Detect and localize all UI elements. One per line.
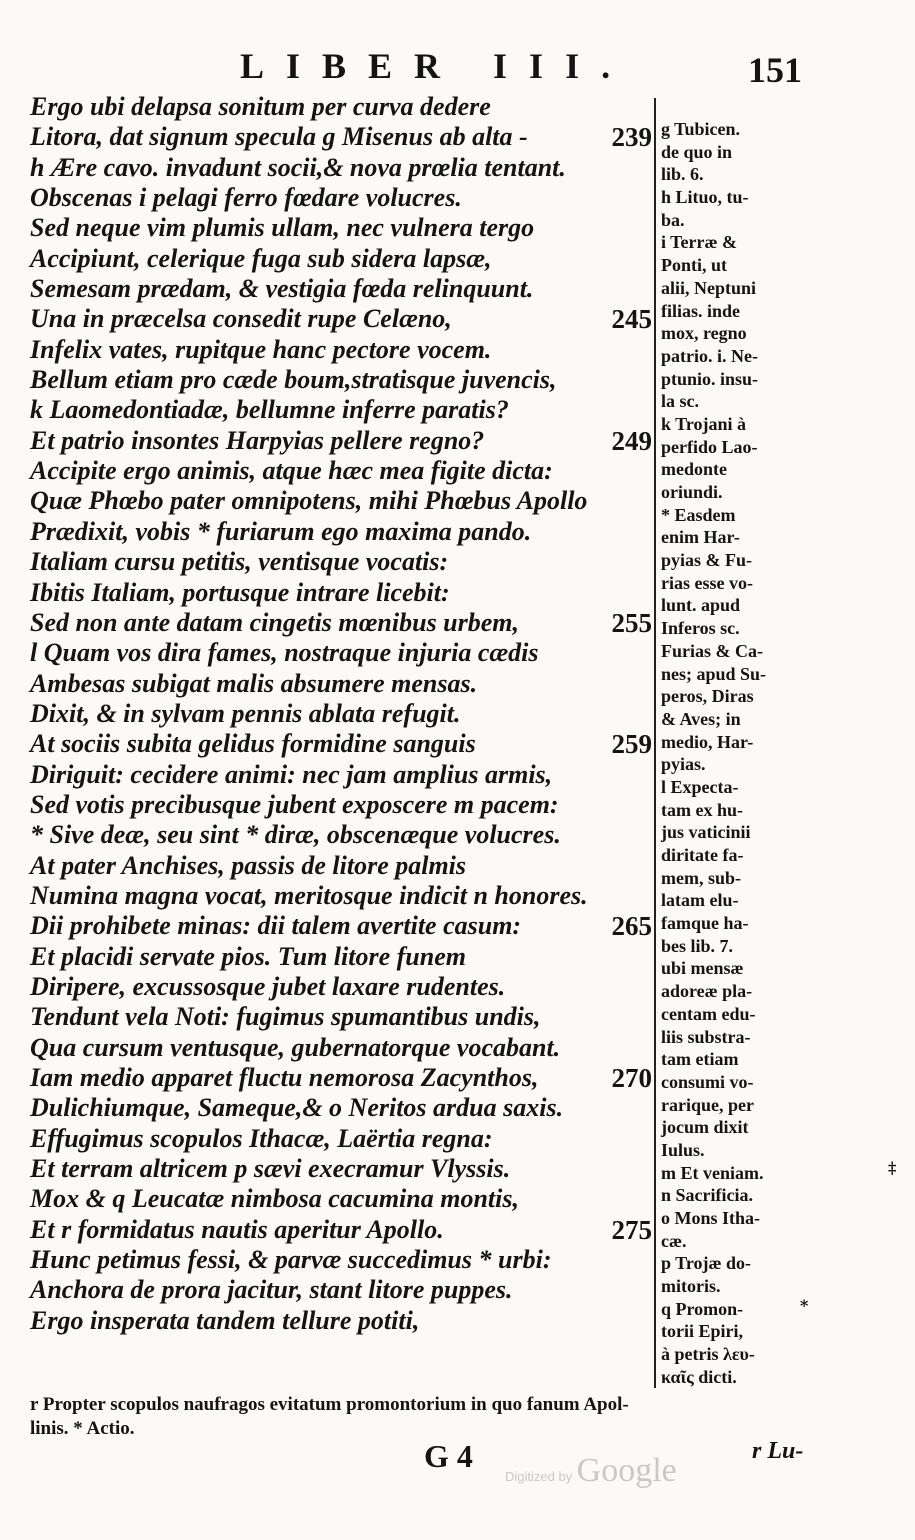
line-number: 255	[611, 607, 652, 638]
verse-text: Mox & q Leucatæ nimbosa cacumina montis,	[30, 1184, 519, 1214]
verse-text: Numina magna vocat, meritosque indicit n honores.	[30, 880, 588, 910]
verse-text: Semesam prædam, & vestigia fœda relinquunt.	[30, 274, 534, 304]
verse-text: Diriguit: cecidere animi: nec jam amplius armis,	[30, 759, 553, 789]
note-line: centam edu-	[661, 1003, 756, 1024]
note-line: mitoris.	[661, 1276, 721, 1297]
verse-text: Sed neque vim plumis ullam, nec vulnera tergo	[30, 213, 535, 243]
note-line: Ponti, ut	[661, 255, 728, 276]
verse-text: Infelix vates, rupitque hanc pectore vocem.	[30, 334, 492, 364]
line-number: 259	[611, 729, 652, 760]
note-line: la sc.	[661, 391, 699, 412]
verse-line	[30, 274, 652, 304]
note-line: n Sacrificia.	[661, 1185, 753, 1206]
line-number: 239	[611, 122, 652, 153]
note-line: q Promon-	[661, 1298, 744, 1319]
verse-text: Italiam cursu petitis, ventisque vocatis:	[30, 547, 449, 577]
verse-text: Quæ Phœbo pater omnipotens, mihi Phœbus Apollo	[30, 486, 588, 516]
verse-text: Dii prohibete minas: dii talem avertite casum:	[30, 911, 522, 941]
verse-line	[30, 820, 652, 850]
verse-line	[30, 1245, 652, 1275]
verse-text: Et terram altricem p sævi execramur Vlyssis.	[30, 1154, 511, 1184]
note-line: diritate fa-	[661, 845, 744, 865]
verse-line	[30, 1215, 652, 1245]
verse-text: Accipite ergo animis, atque hæc mea figite dicta:	[30, 456, 553, 486]
verse-text: Ergo ubi delapsa sonitum per curva dedere	[30, 92, 491, 121]
verse-line	[30, 578, 652, 608]
verse-text: Dulichiumque, Sameque,& o Neritos ardua saxis.	[30, 1093, 564, 1123]
verse-text: Accipiunt, celerique fuga sub sidera lapsæ,	[30, 243, 492, 273]
note-line: à petris λευ-	[661, 1344, 755, 1365]
verse-line	[30, 517, 652, 547]
verse-text: Dixit, & in sylvam pennis ablata refugit.	[30, 698, 461, 728]
verse-text: Sed non ante datam cingetis mœnibus urbem,	[30, 607, 520, 637]
note-line: filias. inde	[661, 300, 741, 321]
note-line: p Trojæ do-	[661, 1253, 752, 1274]
verse-column	[30, 92, 652, 1336]
verse-text: Sed votis precibusque jubent exposcere m pacem:	[30, 789, 559, 819]
note-line: Inferos sc.	[661, 618, 740, 639]
dagger-mark: ‡	[888, 1158, 897, 1177]
verse-line	[30, 881, 652, 911]
note-line: καῖς dicti.	[661, 1366, 737, 1387]
verse-line	[30, 1033, 652, 1063]
note-line: enim Har-	[661, 527, 740, 548]
verse-line	[30, 669, 652, 699]
verse-line	[30, 1093, 652, 1123]
note-line: patrio. i. Ne-	[661, 345, 758, 366]
verse-text: Diripere, excussosque jubet laxare rudentes.	[30, 971, 506, 1001]
verse-line	[30, 1306, 652, 1336]
verse-line	[30, 304, 652, 334]
verse-line	[30, 426, 652, 456]
verse-text: Ambesas subigat malis absumere mensas.	[30, 668, 478, 698]
note-line: torii Epiri,	[661, 1321, 743, 1342]
page-number: 151	[748, 50, 802, 90]
note-line: mem, sub-	[661, 867, 741, 888]
note-line: medio, Har-	[661, 731, 754, 752]
note-line: m Et veniam.	[661, 1162, 764, 1183]
note-line: oriundi.	[661, 482, 723, 502]
verse-line	[30, 183, 652, 213]
line-number: 265	[611, 911, 652, 942]
verse-text: Hunc petimus fessi, & parvæ succedimus * urbi:	[30, 1245, 552, 1275]
note-line: lunt. apud	[661, 595, 741, 616]
verse-line	[30, 1154, 652, 1184]
verse-text: Ibitis Italiam, portusque intrare licebit:	[30, 577, 450, 607]
verse-line	[30, 1063, 652, 1093]
line-number: 275	[611, 1214, 652, 1245]
verse-line	[30, 972, 652, 1002]
verse-line	[30, 92, 652, 122]
verse-line	[30, 760, 652, 790]
note-line: * Easdem	[661, 504, 736, 525]
note-line: g Tubicen.	[661, 119, 741, 139]
line-number: 249	[611, 425, 652, 456]
verse-line	[30, 699, 652, 729]
verse-line	[30, 335, 652, 365]
note-line: o Mons Itha-	[661, 1208, 761, 1228]
note-line: pyias & Fu-	[661, 550, 753, 571]
asterisk-mark: *	[800, 1296, 809, 1315]
verse-text: l Quam vos dira fames, nostraque injuria cædis	[30, 638, 539, 668]
note-line: medonte	[661, 459, 727, 480]
verse-text: Iam medio apparet fluctu nemorosa Zacynthos,	[30, 1063, 539, 1092]
verse-text: Bellum etiam pro cæde boum,stratisque juvencis,	[30, 365, 557, 395]
note-line: tam ex hu-	[661, 799, 743, 820]
verse-line	[30, 456, 652, 486]
verse-text: h Ære cavo. invadunt socii,& nova prœlia tentant.	[30, 152, 566, 182]
line-number: 245	[611, 304, 652, 335]
verse-text: Qua cursum ventusque, gubernatorque vocabant.	[30, 1032, 561, 1062]
verse-line	[30, 365, 652, 395]
digitization-watermark	[505, 1452, 677, 1490]
note-line: ubi mensæ	[661, 958, 744, 979]
verse-text: Tendunt vela Noti: fugimus spumantibus undis,	[30, 1002, 541, 1032]
verse-line	[30, 153, 652, 183]
verse-text: Obscenas i pelagi ferro fœdare volucres.	[30, 183, 462, 213]
catchword: r Lu-	[752, 1438, 804, 1464]
note-line: rarique, per	[661, 1094, 754, 1115]
verse-line	[30, 729, 652, 759]
marginal-notes-column	[661, 118, 801, 1389]
footnote	[30, 1393, 800, 1441]
verse-text: At sociis subita gelidus formidine sanguis	[30, 729, 476, 759]
watermark-small-text: Digitized by	[505, 1469, 573, 1484]
note-line: ptunio. insu-	[661, 368, 759, 389]
note-line: peros, Diras	[661, 686, 754, 707]
verse-text: Et placidi servate pios. Tum litore funem	[30, 941, 466, 971]
note-line: Iulus.	[661, 1139, 705, 1160]
verse-text: Anchora de prora jacitur, stant litore puppes.	[30, 1275, 513, 1305]
note-line: latam elu-	[661, 890, 739, 911]
note-line: i Terræ &	[661, 232, 737, 253]
note-line: pyias.	[661, 754, 706, 775]
verse-text: * Sive deæ, seu sint * diræ, obscenæque volucres.	[30, 820, 561, 850]
note-line: k Trojani à	[661, 413, 747, 434]
verse-line	[30, 851, 652, 881]
verse-text: Et patrio insontes Harpyias pellere regno?	[30, 425, 485, 455]
verse-line	[30, 244, 652, 274]
watermark-logo-text: Google	[576, 1452, 677, 1489]
verse-line	[30, 1002, 652, 1032]
verse-text: Ergo insperata tandem tellure potiti,	[30, 1305, 420, 1335]
note-line: ba.	[661, 209, 685, 230]
note-line: jus vaticinii	[661, 822, 751, 843]
running-head: LIBER III.	[240, 46, 633, 86]
verse-line	[30, 638, 652, 668]
note-line: bes lib. 7.	[661, 935, 734, 956]
signature-mark: G 4	[424, 1438, 473, 1474]
verse-line	[30, 1275, 652, 1305]
note-line: mox, regno	[661, 323, 747, 344]
note-line: tam etiam	[661, 1049, 739, 1070]
note-line: l Expecta-	[661, 776, 739, 797]
note-line: Furias & Ca-	[661, 640, 763, 661]
note-line: famque ha-	[661, 913, 749, 934]
note-line: perfido Lao-	[661, 436, 758, 457]
note-line: cæ.	[661, 1230, 687, 1251]
line-number: 270	[611, 1063, 652, 1093]
note-line: de quo in	[661, 141, 733, 162]
note-line: & Aves; in	[661, 708, 741, 729]
note-line: consumi vo-	[661, 1071, 754, 1092]
verse-text: k Laomedontiadæ, bellumne inferre paratis?	[30, 395, 509, 425]
note-line: rias esse vo-	[661, 572, 753, 593]
verse-text: Una in præcelsa consedit rupe Celæno,	[30, 304, 452, 334]
verse-line	[30, 942, 652, 972]
verse-line	[30, 608, 652, 638]
note-line: h Lituo, tu-	[661, 187, 749, 208]
column-divider	[654, 98, 656, 1388]
verse-text: Prædixit, vobis * furiarum ego maxima pando.	[30, 516, 532, 546]
verse-line	[30, 547, 652, 577]
footnote-line-2: linis. * Actio.	[30, 1418, 135, 1439]
verse-line	[30, 1124, 652, 1154]
note-line: lib. 6.	[661, 164, 704, 185]
footnote-line-1: r Propter scopulos naufragos evitatum promontorium in quo fanum Apol-	[30, 1394, 629, 1415]
verse-line	[30, 1184, 652, 1214]
verse-line	[30, 122, 652, 152]
verse-text: Litora, dat signum specula g Misenus ab alta -	[30, 122, 528, 152]
note-line: adoreæ pla-	[661, 981, 753, 1002]
verse-text: Effugimus scopulos Ithacæ, Laërtia regna:	[30, 1123, 493, 1153]
note-line: jocum dixit	[661, 1117, 749, 1138]
verse-line	[30, 395, 652, 425]
verse-line	[30, 486, 652, 516]
note-line: liis substra-	[661, 1026, 751, 1047]
note-line: alii, Neptuni	[661, 277, 757, 298]
verse-line	[30, 790, 652, 820]
verse-line	[30, 911, 652, 941]
verse-text: At pater Anchises, passis de litore palmis	[30, 850, 467, 880]
verse-text: Et r formidatus nautis aperitur Apollo.	[30, 1214, 444, 1244]
note-line: nes; apud Su-	[661, 663, 767, 684]
verse-line	[30, 213, 652, 243]
